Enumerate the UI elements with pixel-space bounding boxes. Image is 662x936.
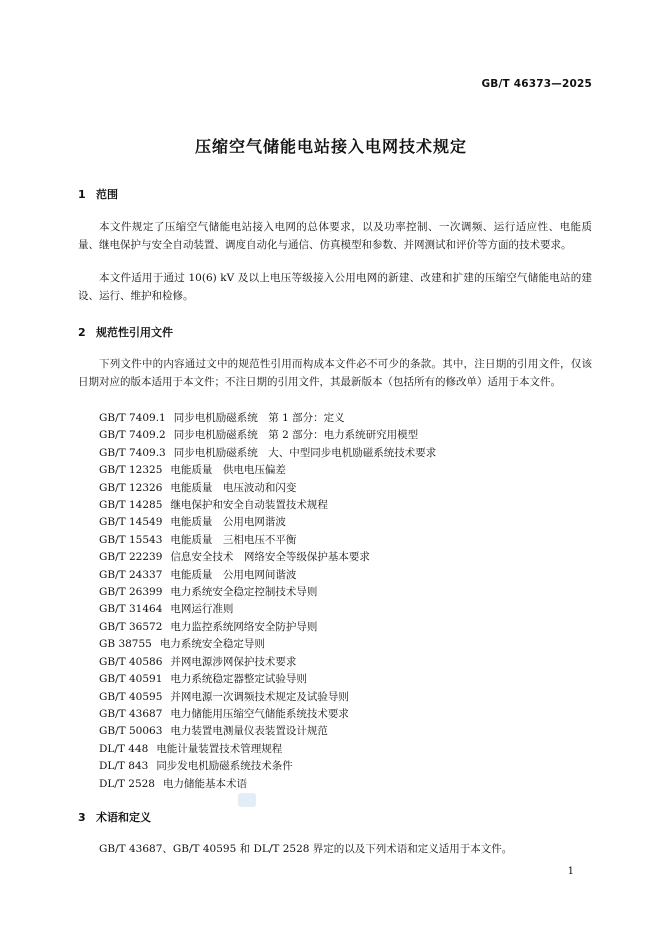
reference-title: 电力系统安全稳定导则	[159, 638, 265, 651]
reference-item	[99, 758, 436, 775]
reference-title: 并网电源一次调频技术规定及试验导则	[170, 690, 349, 703]
reference-title: 电能质量 公用电网谐波	[170, 516, 286, 529]
reference-code: GB/T 43687	[99, 707, 163, 720]
reference-title: 电能计量装置技术管理规程	[156, 742, 283, 755]
reference-item	[99, 410, 436, 427]
section-number: 1	[78, 188, 86, 201]
reference-code: GB/T 26399	[99, 586, 163, 599]
reference-code: GB/T 40591	[99, 673, 163, 686]
reference-code: GB/T 14549	[99, 516, 163, 529]
reference-title: 电力装置电测量仪表装置设计规范	[170, 725, 328, 738]
reference-code: GB/T 24337	[99, 568, 163, 581]
reference-item	[99, 480, 436, 497]
reference-item	[99, 636, 436, 653]
page-number: 1	[567, 866, 574, 877]
reference-code: GB/T 12326	[99, 481, 163, 494]
reference-code: GB/T 15543	[99, 533, 163, 546]
reference-code: GB/T 40595	[99, 690, 163, 703]
reference-item	[99, 776, 436, 793]
reference-code: GB/T 50063	[99, 725, 163, 738]
section-heading-normative-refs	[78, 324, 173, 340]
reference-title: 电能质量 供电电压偏差	[170, 464, 286, 477]
scope-paragraph-2: 本文件适用于通过 10(6) kV 及以上电压等级接入公用电网的新建、改建和扩建的压缩空气储能电站的建设、运行、维护和检修。	[78, 272, 592, 302]
reference-item	[99, 601, 436, 618]
reference-code: DL/T 2528	[99, 777, 155, 790]
section-title: 术语和定义	[96, 811, 151, 824]
reference-title: 电力监控系统网络安全防护导则	[170, 620, 318, 633]
reference-code: DL/T 448	[99, 742, 149, 755]
reference-title: 电能质量 公用电网间谐波	[170, 568, 297, 581]
reference-code: GB/T 36572	[99, 620, 163, 633]
reference-item	[99, 462, 436, 479]
reference-item	[99, 619, 436, 636]
reference-code: GB/T 7409.3	[99, 446, 166, 459]
reference-item	[99, 671, 436, 688]
reference-title: 电力系统安全稳定控制技术导则	[170, 586, 318, 599]
section-number: 2	[78, 326, 86, 339]
reference-title: 电网运行准则	[170, 603, 234, 616]
reference-item	[99, 497, 436, 514]
reference-item	[99, 532, 436, 549]
section-title: 规范性引用文件	[96, 326, 173, 339]
terms-intro: GB/T 43687、GB/T 40595 和 DL/T 2528 界定的以及下列术语和定义适用于本文件。	[99, 843, 513, 855]
document-title: 压缩空气储能电站接入电网技术规定	[194, 137, 467, 156]
reference-code: GB/T 31464	[99, 603, 163, 616]
reference-item	[99, 427, 436, 444]
reference-title: 电力系统稳定器整定试验导则	[170, 673, 307, 686]
reference-title: 同步发电机励磁系统技术条件	[156, 760, 293, 773]
reference-code: GB/T 14285	[99, 499, 163, 512]
reference-code: GB/T 12325	[99, 464, 163, 477]
reference-title: 电能质量 三相电压不平衡	[170, 533, 297, 546]
standard-code: GB/T 46373—2025	[481, 78, 592, 90]
reference-item	[99, 689, 436, 706]
reference-code: GB/T 7409.1	[99, 412, 166, 424]
reference-code: DL/T 843	[99, 760, 149, 773]
reference-code: GB/T 22239	[99, 551, 163, 564]
reference-list	[99, 410, 436, 793]
section-heading-scope	[78, 186, 118, 202]
section-title: 范围	[96, 188, 118, 201]
reference-code: GB/T 40586	[99, 655, 163, 668]
scope-paragraph-1: 本文件规定了压缩空气储能电站接入电网的总体要求，以及功率控制、一次调频、运行适应性、电能质量、继电保护与安全自动装置、调度自动化与通信、仿真模型和参数、并网测试和评价等方面的技术要求。	[78, 221, 592, 251]
normative-refs-intro: 下列文件中的内容通过文中的规范性引用而构成本文件必不可少的条款。其中，注日期的引用文件，仅该日期对应的版本适用于本文件；不注日期的引用文件，其最新版本（包括所有的修改单）适用于本文件。	[78, 358, 592, 388]
reference-title: 电力储能用压缩空气储能系统技术要求	[170, 707, 349, 720]
reference-code: GB/T 7409.2	[99, 429, 166, 442]
reference-item	[99, 514, 436, 531]
reference-title: 电能质量 电压波动和闪变	[170, 481, 297, 494]
reference-title: 继电保护和安全自动装置技术规程	[170, 499, 328, 512]
reference-code: GB 38755	[99, 638, 152, 651]
section-number: 3	[78, 811, 86, 824]
reference-title: 同步电机励磁系统 第 1 部分：定义	[173, 412, 345, 424]
section-heading-terms	[78, 809, 151, 825]
reference-item	[99, 723, 436, 740]
reference-item	[99, 654, 436, 671]
reference-title: 同步电机励磁系统 大、中型同步电机励磁系统技术要求	[173, 446, 437, 459]
reference-item	[99, 584, 436, 601]
reference-title: 电力储能基本术语	[163, 777, 247, 790]
reference-title: 同步电机励磁系统 第 2 部分：电力系统研究用模型	[173, 429, 419, 442]
reference-title: 信息安全技术 网络安全等级保护基本要求	[170, 551, 370, 564]
watermark-logo	[238, 793, 256, 807]
reference-title: 并网电源涉网保护技术要求	[170, 655, 297, 668]
reference-item	[99, 549, 436, 566]
reference-item	[99, 706, 436, 723]
reference-item	[99, 445, 436, 462]
reference-item	[99, 741, 436, 758]
reference-item	[99, 567, 436, 584]
